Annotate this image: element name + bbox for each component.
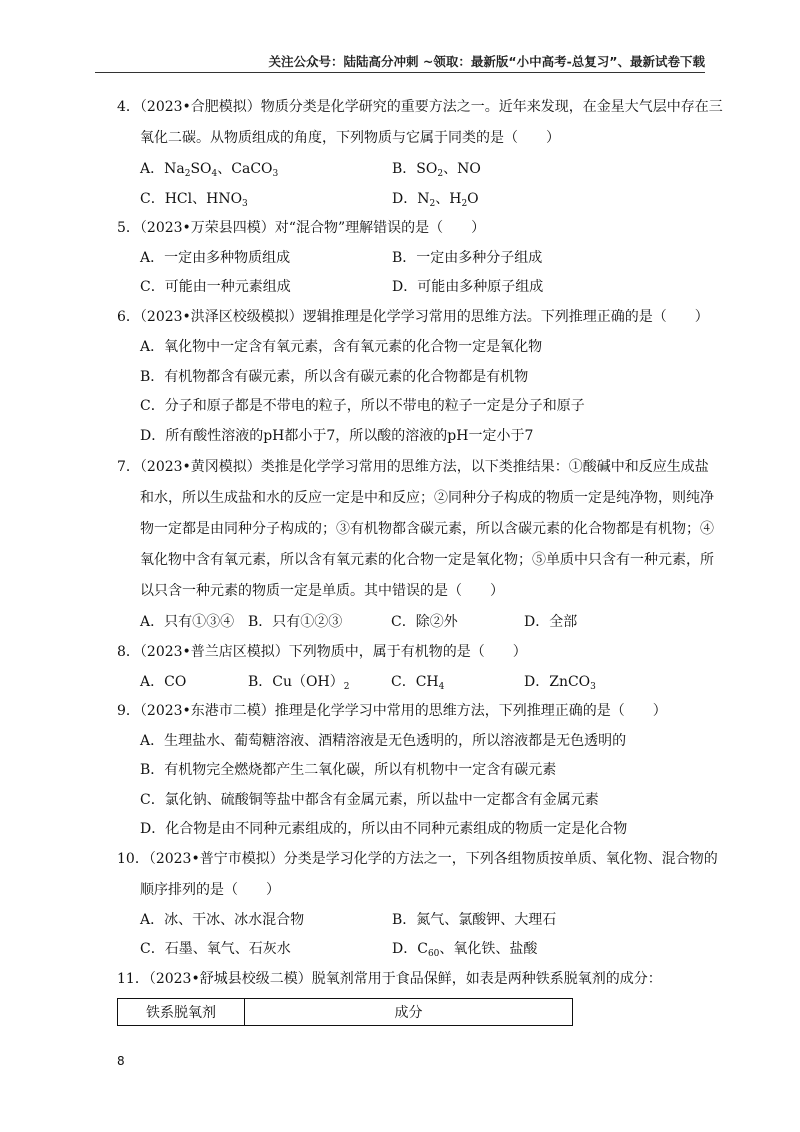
question-9-stem: 9．（2023•东港市二模）推理是化学学习中常用的思维方法，下列推理正确的是（ ） — [117, 703, 667, 719]
question-7-stem-line1: 7．（2023•黄冈模拟）类推是化学学习常用的思维方法，以下类推结果：①酸碱中和反应生成盐 — [117, 459, 709, 475]
deoxidizer-table — [117, 998, 573, 1026]
question-7-option-d: D．全部 — [524, 614, 578, 630]
question-4-stem-line1: 4．（2023•合肥模拟）物质分类是化学研究的重要方法之一。近年来发现，在金星大气层中存在三 — [117, 99, 723, 115]
question-7-option-a: A．只有①③④ — [140, 614, 235, 630]
question-10-stem-line1: 10．（2023•普宁市模拟）分类是学习化学的方法之一，下列各组物质按单质、氧化物、混合物的 — [117, 851, 718, 867]
question-4-stem-line2: 氧化二碳。从物质组成的角度，下列物质与它属于同类的是（ ） — [140, 130, 560, 146]
question-10-option-c: C．石墨、氧气、石灰水 — [140, 941, 291, 957]
question-5-option-c: C．可能由一种元素组成 — [140, 279, 291, 295]
question-8-option-b: B．$Cu(OH)_2$ — [248, 674, 350, 692]
question-10-option-b: B．氮气、氯酸钾、大理石 — [392, 912, 557, 928]
question-4-option-a: A．$Na_2SO_4$、CaCO$_3$ — [140, 161, 279, 179]
question-4-option-c: C．HCl、$HNO_3$ — [140, 191, 248, 209]
question-7-stem-line4: 氧化物中含有氧元素，所以含有氧元素的化合物一定是氧化物；⑤单质中只含有一种元素，所 — [140, 552, 714, 568]
question-9-option-c: C．氯化钠、硫酸铜等盐中都含有金属元素，所以盐中一定都含有金属元素 — [140, 792, 599, 808]
question-10-option-a: A．冰、干冰、冰水混合物 — [140, 912, 305, 928]
question-5-option-a: A．一定由多种物质组成 — [140, 250, 291, 266]
question-6-option-d: D．所有酸性溶液的pH都小于7，所以酸的溶液的pH一定小于7 — [140, 428, 534, 444]
question-8-option-d: D．ZnCO$_3$ — [524, 674, 596, 692]
question-6-option-a: A．氧化物中一定含有氧元素，含有氧元素的化合物一定是氧化物 — [140, 339, 543, 355]
question-9-option-d: D．化合物是由不同种元素组成的，所以由不同种元素组成的物质一定是化合物 — [140, 821, 628, 837]
question-9-option-a: A．生理盐水、葡萄糖溶液、酒精溶液是无色透明的，所以溶液都是无色透明的 — [140, 733, 627, 749]
question-8-stem: 8．（2023•普兰店区模拟）下列物质中，属于有机物的是（ ） — [117, 644, 527, 660]
page-number: 8 — [117, 1054, 125, 1068]
question-7-option-b: B．只有①②③ — [248, 614, 343, 630]
question-5-stem: 5．（2023•万荣县四模）对“混合物”理解错误的是（ ） — [117, 220, 486, 236]
question-10-option-d: D．$C_{60}$、氧化铁、盐酸 — [392, 941, 538, 959]
question-7-stem-line3: 物一定都是由同种分子构成的；③有机物都含碳元素，所以含碳元素的化合物都是有机物；④ — [140, 521, 714, 537]
question-10-stem-line2: 顺序排列的是（ ） — [140, 882, 280, 898]
table-header-deoxidizer: 铁系脱氧剂 — [118, 999, 245, 1025]
table-header-ingredients: 成分 — [394, 1005, 423, 1021]
question-5-option-b: B．一定由多种分子组成 — [392, 250, 543, 266]
question-6-stem: 6．（2023•洪泽区校级模拟）逻辑推理是化学学习常用的思维方法。下列推理正确的是（ ） — [117, 309, 709, 325]
page-header: 关注公众号：陆陆高分冲刺 ~领取：最新版“小中高考-总复习”、最新试卷下载 — [268, 54, 705, 69]
question-6-option-b: B．有机物都含有碳元素，所以含有碳元素的化合物都是有机物 — [140, 369, 529, 385]
question-5-option-d: D．可能由多种原子组成 — [392, 279, 544, 295]
question-7-stem-line5: 以只含一种元素的物质一定是单质。其中错误的是（ ） — [140, 583, 504, 599]
header-divider — [95, 72, 705, 73]
question-7-stem-line2: 和水，所以生成盐和水的反应一定是中和反应；②同种分子构成的物质一定是纯净物，则纯净 — [140, 490, 714, 506]
question-7-option-c: C．除②外 — [391, 614, 458, 630]
question-4-option-d: D．$N_2$、$H_2O$ — [392, 191, 479, 209]
question-8-option-a: A．CO — [140, 674, 187, 690]
question-9-option-b: B．有机物完全燃烧都产生二氧化碳，所以有机物中一定含有碳元素 — [140, 762, 557, 778]
question-4-option-b: B．$SO_2$、NO — [392, 161, 481, 179]
question-11-stem: 11．（2023•舒城县校级二模）脱氧剂常用于食品保鲜，如表是两种铁系脱氧剂的成分： — [117, 971, 662, 987]
question-8-option-c: C．$CH_4$ — [391, 674, 445, 692]
question-6-option-c: C．分子和原子都是不带电的粒子，所以不带电的粒子一定是分子和原子 — [140, 398, 585, 414]
